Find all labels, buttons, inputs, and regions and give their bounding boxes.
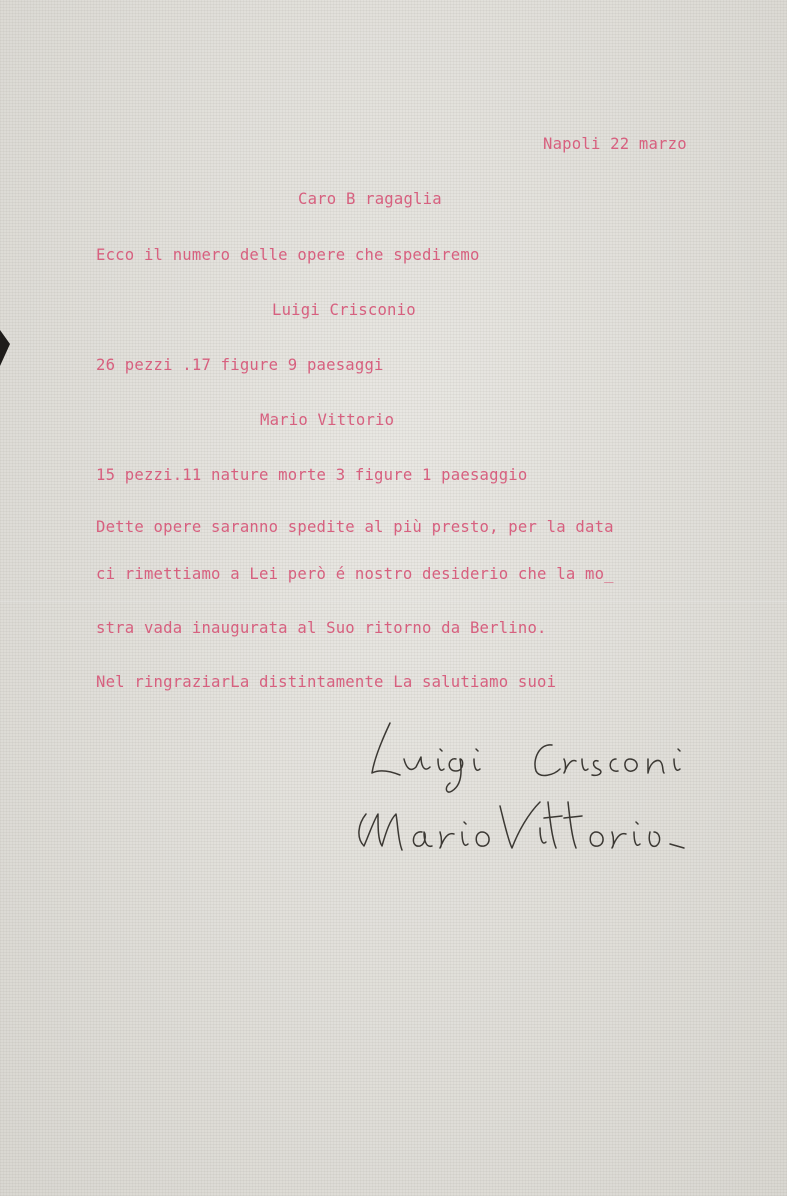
paper-fold [0, 600, 787, 603]
signature-luigi-crisconio [360, 715, 750, 795]
letter-date: Napoli 22 marzo [543, 135, 687, 153]
letter-salutation: Caro B ragaglia [298, 190, 442, 208]
body-line-2: ci rimettiamo a Lei però é nostro desiderio che la mo_ [96, 565, 614, 583]
closing-line: Nel ringraziarLa distintamente La salutiamo suoi [96, 673, 557, 691]
artist1-works: 26 pezzi .17 figure 9 paesaggi [96, 356, 384, 374]
artist2-name: Mario Vittorio [260, 411, 395, 429]
artist2-works: 15 pezzi.11 nature morte 3 figure 1 paesaggio [96, 466, 528, 484]
signature-mario-vittorio [348, 792, 688, 862]
artist1-name: Luigi Crisconio [272, 301, 416, 319]
body-line-3: stra vada inaugurata al Suo ritorno da Berlino. [96, 619, 547, 637]
body-line-1: Dette opere saranno spedite al più presto, per la data [96, 518, 614, 536]
letter-intro: Ecco il numero delle opere che spediremo [96, 246, 480, 264]
paper-tear [0, 330, 10, 366]
